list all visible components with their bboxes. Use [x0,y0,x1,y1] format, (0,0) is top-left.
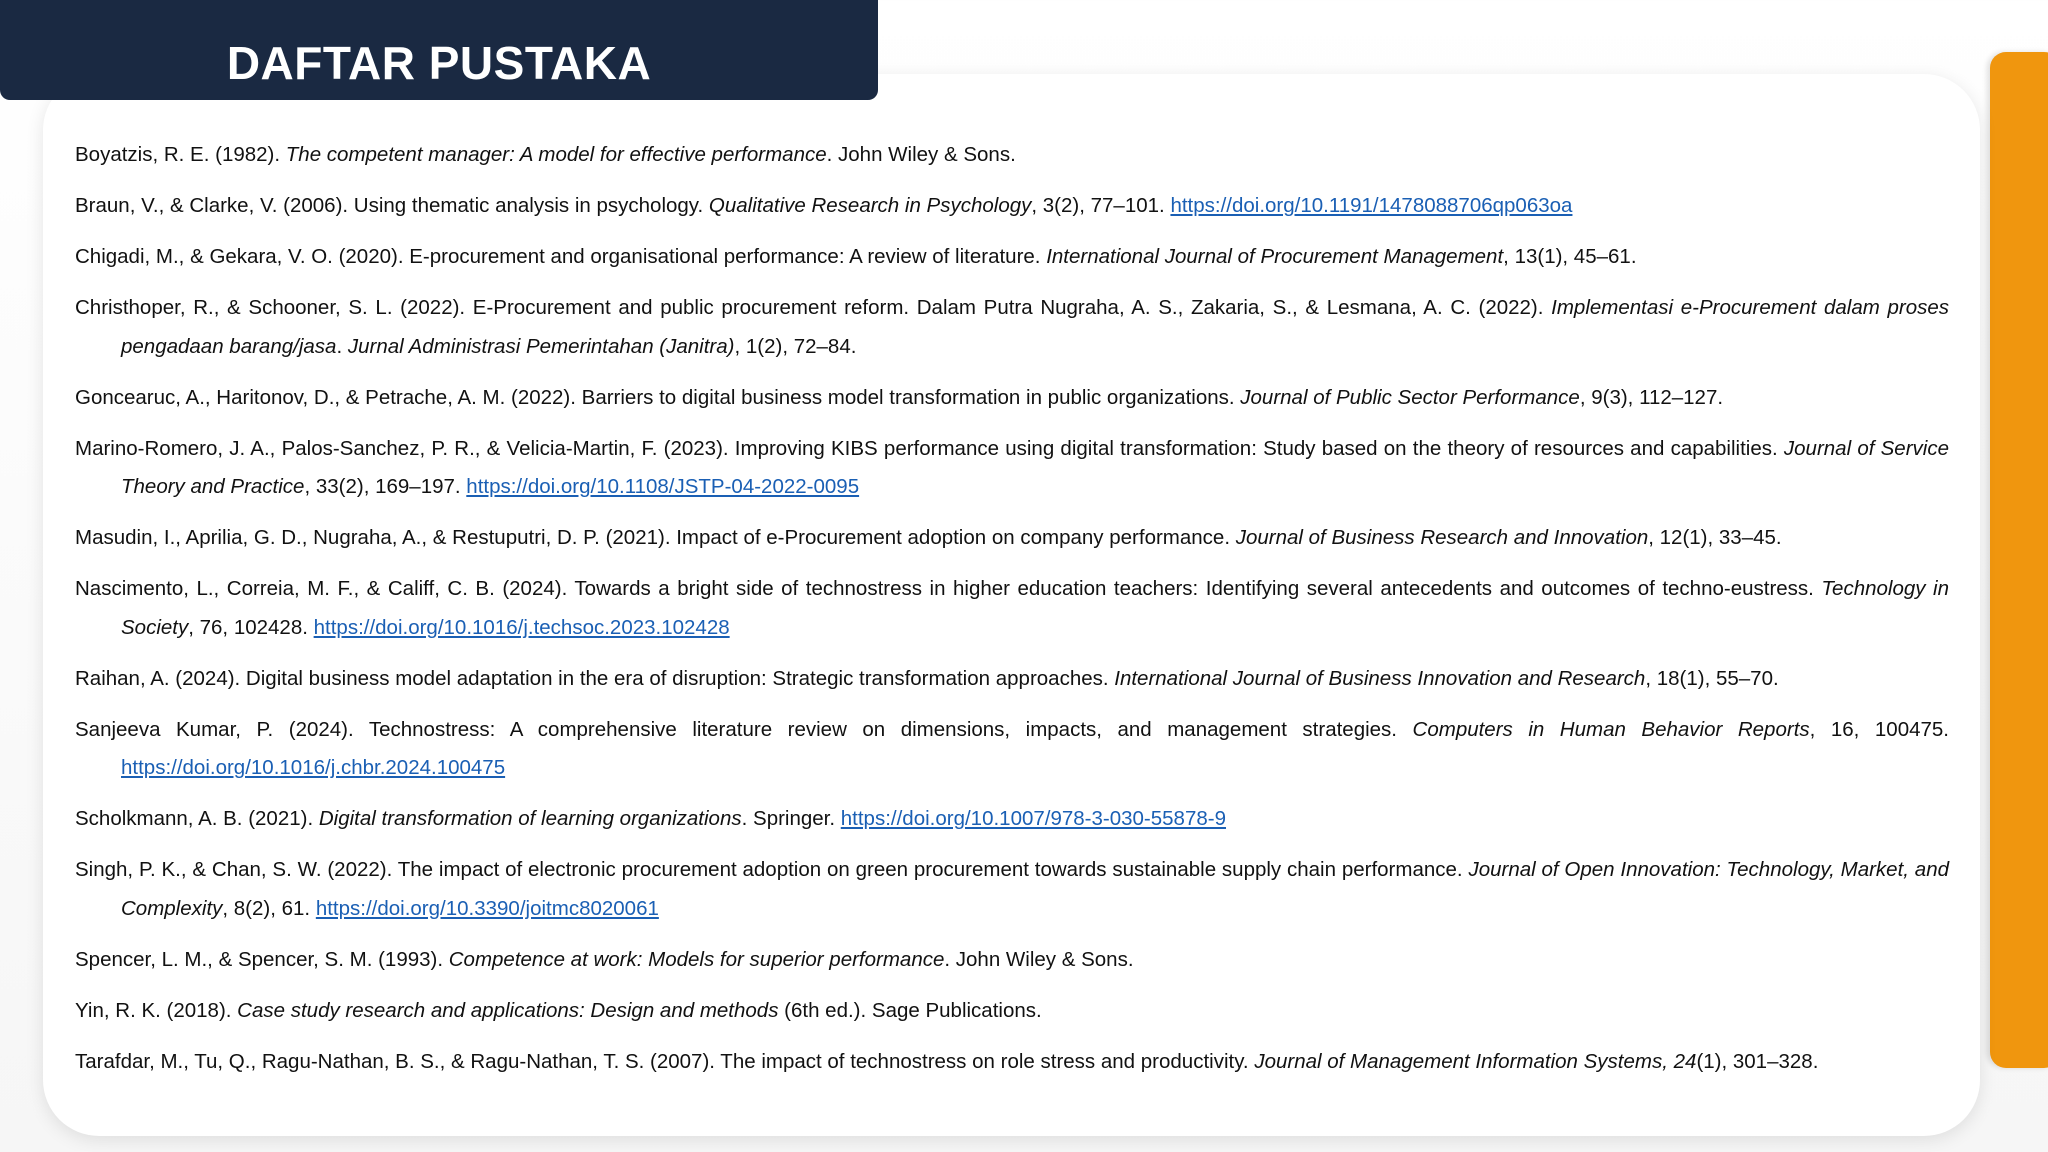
ref-text: Goncearuc, A., Haritonov, D., & Petrache, A. M. (2022). Barriers to digital business model transformation in public organizations. [75,385,1241,409]
ref-text: Singh, P. K., & Chan, S. W. (2022). The impact of electronic procurement adoption on green procurement towards sustainable supply chain performance. [75,858,1469,881]
reference-item [75,711,1949,788]
ref-text: Tarafdar, M., Tu, Q., Ragu-Nathan, B. S., & Ragu-Nathan, T. S. (2007). The impact of technostress on role stress and productivity. [75,1049,1255,1073]
ref-text: Boyatzis, R. E. (1982). [75,143,286,166]
ref-text-after: . [336,334,348,358]
title-banner [0,0,878,100]
ref-italic: Computers in Human Behavior Reports [1412,717,1810,741]
ref-italic: Journal of Service Theory and Practice [121,436,1949,498]
reference-item [75,800,1949,839]
ref-text: Chigadi, M., & Gekara, V. O. (2020). E-procurement and organisational performance: A review of literature. [75,245,1047,268]
ref-text-end: , 1(2), 72–84. [734,334,857,358]
ref-text-after: (6th ed.). Sage Publications. [778,998,1042,1022]
ref-text-after: , 18(1), 55–70. [1645,666,1779,690]
reference-item [75,519,1949,558]
ref-italic: Journal of Open Innovation: Technology, Market, and Complexity [121,858,1949,920]
reference-item [75,660,1949,699]
ref-italic: Implementasi e-Procurement dalam proses pengadaan barang/jasa [121,296,1949,358]
ref-text: Yin, R. K. (2018). [75,998,238,1022]
ref-italic: Competence at work: Models for superior performance [448,947,945,971]
doi-link[interactable]: https://doi.org/10.1016/j.techsoc.2023.102428 [313,615,730,639]
ref-text: Sanjeeva Kumar, P. (2024). Technostress: A comprehensive literature review on dimensions, impacts, and management strategies. [75,717,1413,741]
ref-italic: The competent manager: A model for effective performance [285,143,827,166]
ref-italic: Journal of Public Sector Performance [1240,385,1580,409]
doi-link[interactable]: https://doi.org/10.1108/JSTP-04-2022-0095 [466,475,860,498]
reference-item [75,238,1949,277]
reference-item [75,136,1949,175]
ref-text-after: , 13(1), 45–61. [1503,245,1637,268]
reference-item [75,187,1949,226]
ref-text: Nascimento, L., Correia, M. F., & Califf, C. B. (2024). Towards a bright side of technostress in higher education teachers: Identifying several antecedents and outcomes of techno-eustress. [75,577,1822,600]
ref-text-after: , 12(1), 33–45. [1648,526,1782,549]
reference-item [75,430,1949,507]
ref-text: Scholkmann, A. B. (2021). [75,807,319,830]
reference-item [75,379,1949,418]
ref-text: Braun, V., & Clarke, V. (2006). Using thematic analysis in psychology. [75,194,709,217]
ref-text-after: , 8(2), 61. [222,896,316,920]
ref-italic: Qualitative Research in Psychology [708,194,1032,217]
reference-item [75,992,1949,1031]
ref-italic: Digital transformation of learning organizations [318,807,742,830]
ref-text-after: . John Wiley & Sons. [826,143,1016,166]
doi-link[interactable]: https://doi.org/10.1016/j.chbr.2024.100475 [121,756,506,779]
reference-item [75,851,1949,928]
ref-text-after: . Springer. [741,807,841,830]
reference-item [75,289,1949,366]
ref-text-after: , 3(2), 77–101. [1031,194,1171,217]
reference-list [75,136,1949,1094]
reference-item [75,570,1949,647]
ref-text: Marino-Romero, J. A., Palos-Sanchez, P. R., & Velicia-Martin, F. (2023). Improving KIBS performance using digital transformation: Study based on the theory of resources and capabilities. [75,436,1784,460]
ref-italic: International Journal of Procurement Management [1046,245,1504,268]
orange-accent-bar [1990,52,2048,1068]
reference-item [75,941,1949,980]
ref-text-after: (1), 301–328. [1696,1049,1819,1073]
reference-item [75,1043,1949,1082]
ref-text: Masudin, I., Aprilia, G. D., Nugraha, A., & Restuputri, D. P. (2021). Impact of e-Procurement adoption on company performance. [75,526,1236,549]
ref-text-after: , 16, 100475. [1809,717,1949,741]
ref-italic: Journal of Business Research and Innovation [1235,526,1649,549]
ref-italic: International Journal of Business Innovation and Research [1114,666,1646,690]
ref-text-after: , 76, 102428. [188,615,314,639]
ref-italic: Technology in Society [121,577,1949,639]
page-title: DAFTAR PUSTAKA [226,37,652,89]
ref-text-after: , 9(3), 112–127. [1579,385,1724,409]
doi-link[interactable]: https://doi.org/10.3390/joitmc8020061 [315,896,659,920]
ref-text: Christhoper, R., & Schooner, S. L. (2022). E-Procurement and public procurement reform. Dalam Putra Nugraha, A. S., Zakaria, S., & Lesmana, A. C. (2022). [75,296,1552,319]
ref-italic: Case study research and applications: Design and methods [237,998,779,1022]
ref-italic-journal: Jurnal Administrasi Pemerintahan (Janitra) [347,334,735,358]
ref-text: Raihan, A. (2024). Digital business model adaptation in the era of disruption: Strategic transformation approaches. [75,666,1115,690]
ref-italic: Journal of Management Information Systems, 24 [1254,1049,1697,1073]
ref-text: Spencer, L. M., & Spencer, S. M. (1993). [75,947,449,971]
ref-text-after: . John Wiley & Sons. [944,947,1134,971]
ref-text-after: , 33(2), 169–197. [304,475,467,498]
doi-link[interactable]: https://doi.org/10.1191/1478088706qp063oa [1170,194,1573,217]
doi-link[interactable]: https://doi.org/10.1007/978-3-030-55878-9 [840,807,1226,830]
